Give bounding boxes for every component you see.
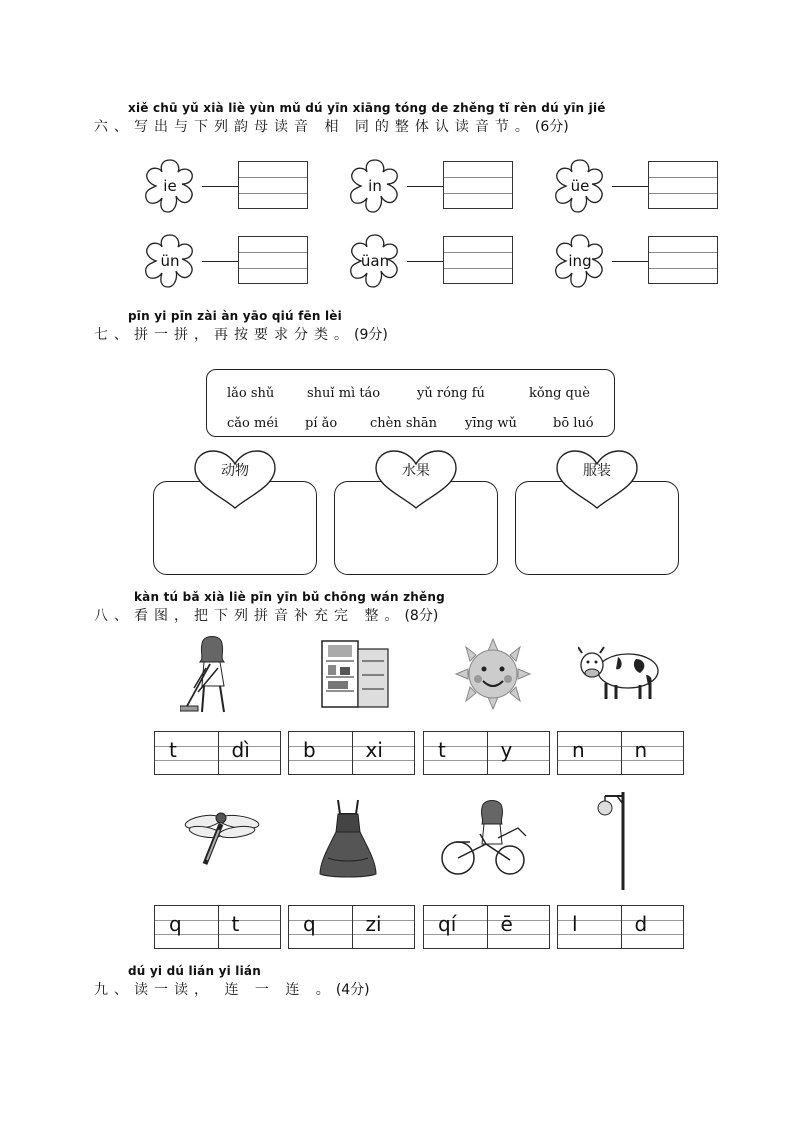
word-item[interactable]: cǎo méi [227, 416, 279, 431]
answer-grid[interactable] [443, 236, 513, 284]
flower-label: ing [568, 252, 592, 270]
section7-title [94, 324, 388, 344]
section7-score: (9分) [354, 327, 388, 343]
pinyin-grid[interactable] [154, 905, 281, 949]
heart-label-fruits [372, 448, 460, 512]
flower-label: ie [163, 177, 177, 195]
flower-label: üan [360, 252, 390, 270]
answer-grid[interactable] [238, 161, 308, 209]
section8-score: (8分) [404, 608, 439, 624]
flower-ie [138, 154, 202, 218]
word-item[interactable]: bō luó [553, 416, 594, 431]
word-item[interactable]: yīng wǔ [465, 416, 517, 431]
answer-grid[interactable] [238, 236, 308, 284]
flower-label: in [368, 177, 382, 195]
heart-label-clothing [553, 448, 641, 512]
word-item[interactable]: chèn shān [370, 416, 438, 431]
word-item[interactable]: kǒng què [529, 386, 590, 401]
connector-line [612, 261, 648, 262]
heart-icon [191, 448, 279, 512]
flower-label: ün [160, 252, 180, 270]
heart-label-animals [191, 448, 279, 512]
pinyin-left: q [169, 912, 182, 936]
connector-line [202, 261, 238, 262]
answer-grid[interactable] [648, 236, 718, 284]
dress-icon [318, 798, 378, 880]
pinyin-right: xi [365, 738, 383, 762]
heart-icon [372, 448, 460, 512]
pinyin-left: b [303, 738, 316, 762]
pinyin-right: n [634, 738, 648, 762]
category-label: 动物 [221, 463, 249, 479]
pinyin-right: t [231, 912, 240, 936]
section7-title-text: 七、拼一拼，再按要求分类。 [94, 327, 354, 343]
pinyin-grid[interactable] [423, 731, 550, 775]
pinyin-grid[interactable] [557, 905, 684, 949]
pinyin-left: qí [438, 912, 457, 936]
flower-uan [343, 229, 407, 293]
word-item[interactable]: shuǐ mì táo [307, 386, 381, 401]
refrigerator-icon [318, 637, 392, 711]
flower-label: üe [570, 177, 590, 195]
girl-mopping-icon [180, 632, 244, 718]
answer-grid[interactable] [648, 161, 718, 209]
connector-line [202, 186, 238, 187]
pinyin-right: dì [231, 738, 250, 762]
pinyin-grid[interactable] [288, 731, 415, 775]
flower-un [138, 229, 202, 293]
section6-pinyin: xiě chū yǔ xià liè yùn mǔ dú yīn xiāng tóng de zhěng tǐ rèn dú yīn jié [128, 101, 606, 115]
pinyin-grid[interactable] [154, 731, 281, 775]
section9-pinyin: dú yi dú lián yi lián [128, 964, 261, 978]
flower-in [343, 154, 407, 218]
answer-grid[interactable] [443, 161, 513, 209]
connector-line [407, 186, 443, 187]
cow-icon [578, 645, 662, 703]
section6-score: (6分) [534, 119, 569, 135]
dragonfly-icon [183, 806, 263, 868]
section9-title-text: 九、读一读， 连 一 连 。 [94, 982, 336, 998]
flower-ue [548, 154, 612, 218]
pinyin-grid[interactable] [288, 905, 415, 949]
connector-line [407, 261, 443, 262]
section7-pinyin: pīn yi pīn zài àn yāo qiú fēn lèi [128, 309, 342, 323]
pinyin-left: n [572, 738, 585, 762]
category-label: 水果 [402, 463, 430, 479]
pinyin-right: zi [365, 912, 382, 936]
pinyin-grid[interactable] [423, 905, 550, 949]
word-item[interactable]: yǔ róng fú [417, 386, 485, 401]
pinyin-left: t [438, 738, 446, 762]
pinyin-right: d [634, 912, 648, 936]
pinyin-grid[interactable] [557, 731, 684, 775]
pinyin-right: y [500, 738, 513, 762]
section6-title-text: 六、写出与下列韵母读音 相 同的整体认读音节。 [94, 119, 535, 135]
heart-icon [553, 448, 641, 512]
pinyin-left: t [169, 738, 177, 762]
child-riding-bike-icon [436, 798, 532, 878]
category-label: 服装 [583, 463, 611, 479]
word-item[interactable]: lǎo shǔ [227, 386, 275, 401]
word-bank-box [206, 369, 615, 437]
section6-title [94, 116, 569, 136]
section9-title [94, 979, 370, 999]
pinyin-right: ē [500, 912, 513, 936]
flower-ing [548, 229, 612, 293]
connector-line [612, 186, 648, 187]
word-item[interactable]: pí ǎo [305, 416, 338, 431]
section8-title-text: 八、看图，把下列拼音补充完 整。 [94, 608, 405, 624]
street-lamp-icon [591, 790, 631, 892]
section9-score: (4分) [335, 982, 370, 998]
section8-pinyin: kàn tú bǎ xià liè pīn yīn bǔ chōng wán zhěng [134, 590, 445, 604]
section8-title [94, 605, 438, 625]
pinyin-left: l [572, 912, 578, 936]
sun-icon [454, 637, 532, 711]
pinyin-left: q [303, 912, 316, 936]
